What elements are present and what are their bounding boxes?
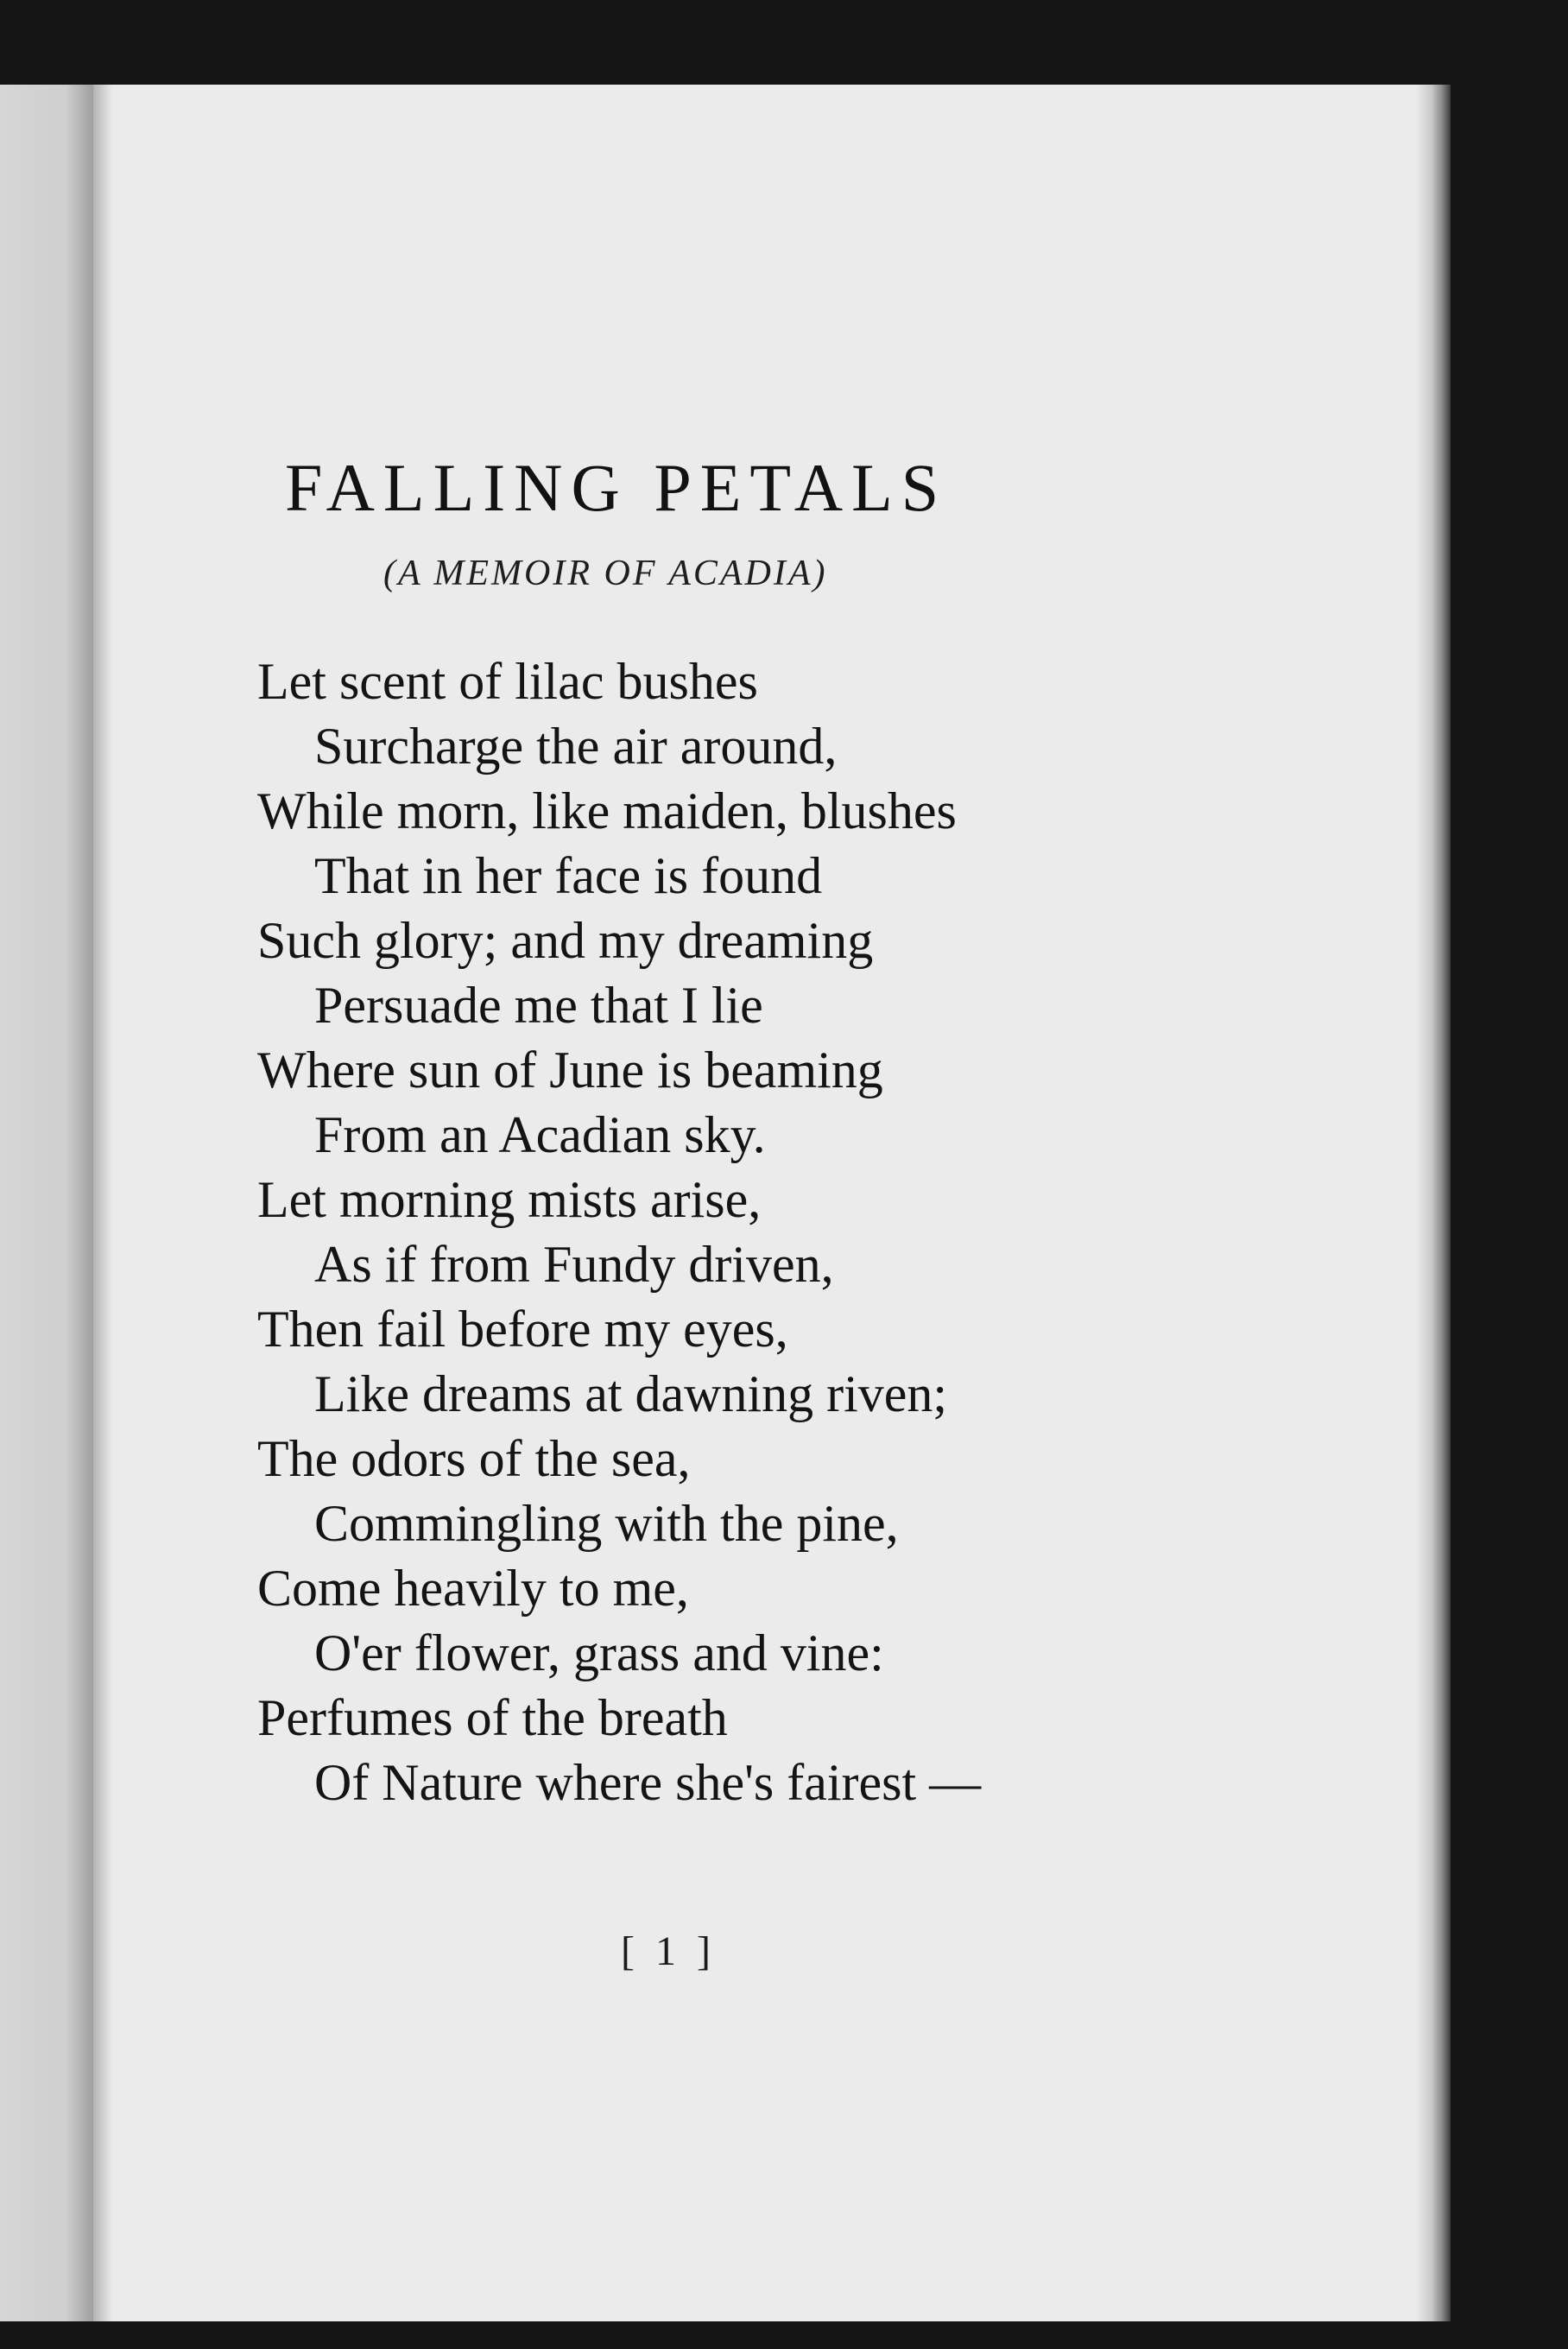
poem-line: As if from Fundy driven, — [314, 1236, 834, 1293]
poem-subtitle: (A MEMOIR OF ACADIA) — [383, 554, 828, 593]
poem-line: Let morning mists arise, — [257, 1171, 762, 1228]
poem-line: While morn, like maiden, blushes — [257, 782, 957, 839]
poem-line: Commingling with the pine, — [314, 1495, 899, 1552]
poem-line: Let scent of lilac bushes — [257, 653, 758, 710]
page-number: [ 1 ] — [621, 1928, 716, 1974]
poem-line: Then fail before my eyes, — [257, 1301, 788, 1358]
poem-line: That in her face is found — [314, 847, 823, 904]
poem-line: O'er flower, grass and vine: — [314, 1624, 884, 1681]
poem-line: The odors of the sea, — [257, 1430, 691, 1487]
gutter-shadow — [93, 85, 112, 2321]
poem-title: FALLING PETALS — [285, 450, 948, 525]
poem-line: Come heavily to me, — [257, 1560, 689, 1617]
poem-line: Like dreams at dawning riven; — [314, 1365, 948, 1422]
poem-line: From an Acadian sky. — [314, 1106, 766, 1163]
poem-line: Of Nature where she's fairest — — [314, 1754, 982, 1811]
poem-body — [257, 649, 1138, 1815]
poem-line: Persuade me that I lie — [314, 977, 763, 1034]
facing-page-edge — [0, 85, 93, 2321]
poem-line: Where sun of June is beaming — [257, 1042, 883, 1099]
poem-line: Such glory; and my dreaming — [257, 912, 874, 969]
poem-line: Surcharge the air around, — [314, 718, 838, 775]
poem-line: Perfumes of the breath — [257, 1689, 728, 1746]
page-edge-shadow — [1416, 85, 1451, 2321]
